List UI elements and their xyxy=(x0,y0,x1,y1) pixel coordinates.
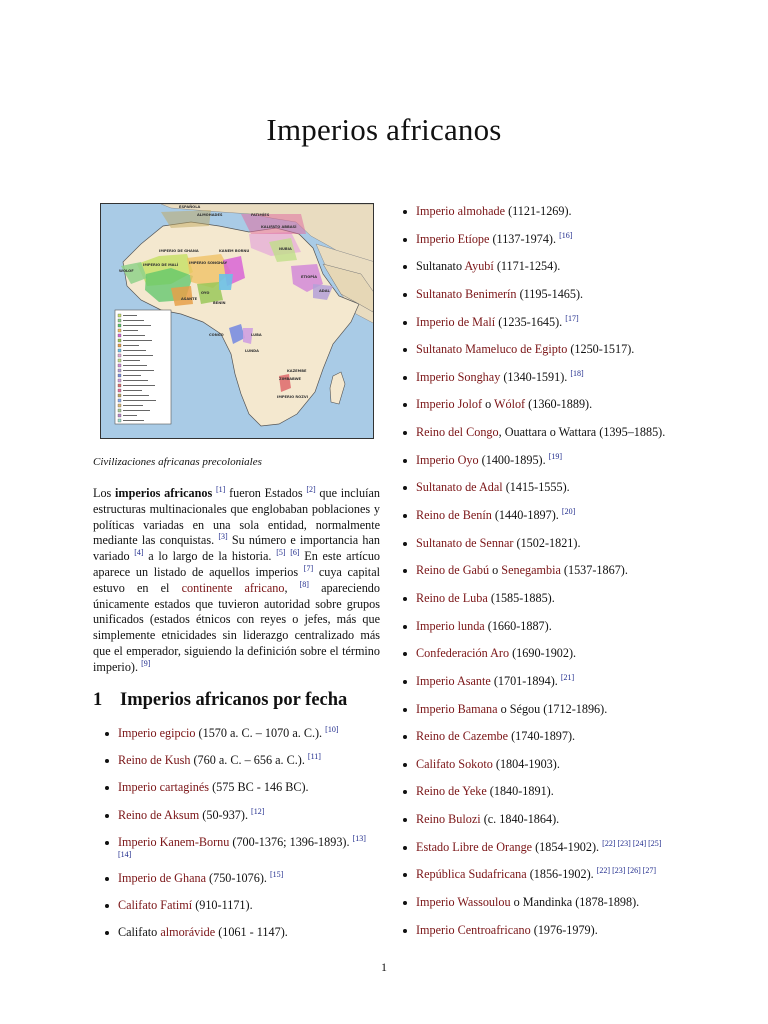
figure-caption: Civilizaciones africanas precoloniales xyxy=(93,456,262,468)
legend-swatch xyxy=(118,389,121,392)
legend-text-line xyxy=(123,415,137,416)
list-item xyxy=(118,898,380,913)
map-label: ALMOHADES xyxy=(197,213,223,217)
item-text: Califato xyxy=(118,925,161,940)
list-item xyxy=(416,563,696,578)
legend-swatch xyxy=(118,379,121,382)
legend-swatch xyxy=(118,324,121,327)
list-item xyxy=(118,726,380,741)
legend-swatch xyxy=(118,344,121,347)
empire-link[interactable]: Imperio Songhay xyxy=(416,369,501,384)
legend-swatch xyxy=(118,329,121,332)
ref-link[interactable]: [18] xyxy=(570,368,584,378)
map-label: WOLOF xyxy=(119,269,134,273)
item-text: (760 a. C. – 656 a. C.). xyxy=(190,753,308,768)
item-text: (1701-1894). xyxy=(490,673,561,688)
legend-text-line xyxy=(123,410,150,411)
item-text: (1061 - 1147). xyxy=(215,925,288,940)
item-text: (750-1076). xyxy=(206,870,270,885)
map-label: ADAL xyxy=(319,289,330,293)
continent-link[interactable]: continente africano xyxy=(181,580,285,595)
item-text: (700-1376; 1396-1893). xyxy=(229,834,353,849)
list-item xyxy=(416,812,696,827)
empire-link[interactable]: Wólof xyxy=(493,397,526,412)
item-text: o xyxy=(482,397,494,412)
map-label: LUNDA xyxy=(245,349,259,353)
ref-link[interactable]: [13] xyxy=(352,833,366,843)
item-text: (1740-1897). xyxy=(508,729,576,744)
list-item xyxy=(416,425,696,440)
ref-link[interactable]: [11] xyxy=(307,752,321,762)
item-text: (1585-1885). xyxy=(487,590,555,605)
ref-link[interactable]: [20] xyxy=(561,506,576,516)
ref-link[interactable]: [5] xyxy=(276,548,286,558)
empire-link[interactable]: Reino de Yeke xyxy=(416,784,487,799)
ref-link[interactable]: [2] xyxy=(306,484,316,494)
legend-text-line xyxy=(123,355,153,356)
empire-link[interactable]: Senegambia xyxy=(501,563,561,578)
map-label: CONGO xyxy=(209,333,224,337)
map-label: FATIMÍES xyxy=(251,213,270,217)
legend-swatch xyxy=(118,414,121,417)
list-item xyxy=(416,204,696,219)
item-text: (1440-1897). xyxy=(491,508,562,523)
map-label: IMPERIO DE GHANA xyxy=(159,249,199,253)
item-text: Sultanato xyxy=(416,259,465,274)
empire-link[interactable]: Sultanato Benimerín xyxy=(416,286,517,301)
empire-list-right xyxy=(416,204,696,950)
map-label: KALIFATO ABBASÍ xyxy=(261,225,297,229)
legend-swatch xyxy=(118,319,121,322)
legend-swatch xyxy=(118,409,121,412)
item-text: (1804-1903). xyxy=(492,756,560,771)
map-label: KANEM BORNU xyxy=(219,249,250,253)
page-number: 1 xyxy=(381,960,387,974)
item-text: (1690-1902). xyxy=(509,646,577,661)
list-item xyxy=(416,757,696,772)
ref-link[interactable]: [12] xyxy=(251,806,265,816)
legend-text-line xyxy=(123,345,139,346)
list-item xyxy=(118,780,380,795)
item-text: (c. 1840-1864). xyxy=(480,812,560,827)
page-title: Imperios africanos xyxy=(266,112,502,147)
item-text: (1400-1895). xyxy=(478,452,549,467)
legend-text-line xyxy=(123,325,151,326)
legend-text-line xyxy=(123,395,149,396)
item-text: (1570 a. C. – 1070 a. C.). xyxy=(195,726,326,740)
item-text: (1250-1517). xyxy=(567,342,635,357)
item-text: (1856-1902). xyxy=(526,867,597,882)
ref-link[interactable]: [17] xyxy=(565,313,579,323)
legend-swatch xyxy=(118,314,121,317)
legend-text-line xyxy=(123,420,144,421)
empire-link[interactable]: Reino de Benín xyxy=(416,508,492,523)
item-text: (575 BC - 146 BC). xyxy=(209,780,309,795)
list-item xyxy=(416,453,696,468)
list-item xyxy=(416,315,696,330)
item-text: (1340-1591). xyxy=(500,369,571,384)
list-item xyxy=(118,808,380,823)
item-text: (1121-1269). xyxy=(505,204,572,218)
legend-text-line xyxy=(123,335,145,336)
empire-link[interactable]: Imperio Kanem-Bornu xyxy=(118,834,230,849)
empire-link[interactable]: Califato Fatimí xyxy=(118,898,193,913)
item-text: (1502-1821). xyxy=(513,535,581,550)
legend-swatch xyxy=(118,394,121,397)
item-text: o xyxy=(489,563,502,578)
legend-swatch xyxy=(118,404,121,407)
map-label: ETIOPÍA xyxy=(301,275,318,279)
intro-paragraph: Los imperios africanos [1] fueron Estados [2] que incluían estructuras multinacionales que englobaban poblaciones y políticas variadas en una sola entidad, normalmente mediante las conquistas. [3] Su número e importancia han variado [4] a lo largo de la historia. [5] [6] En este artícuo aparece un listado de aquellos imperios [7] cuya capital estuvo en el continente africano, [8] apareciendo únicamente estados que tuvieron autoridad sobre grupos unificados (estados étnicos con reyes o jefes, más que simplemente etnicidades sin liderazgo centralizado más que el emperador, siguiendo la definición sobre el término imperio). [9] xyxy=(93,484,381,674)
legend-text-line xyxy=(123,375,141,376)
ref-link[interactable]: [8] xyxy=(299,579,309,589)
legend-text-line xyxy=(123,340,152,341)
empire-link[interactable]: almorávide xyxy=(160,925,216,940)
list-item xyxy=(416,895,696,910)
legend-swatch xyxy=(118,364,121,367)
empire-link[interactable]: Reino de Aksum xyxy=(118,807,200,822)
item-text: (1537-1867). xyxy=(560,563,628,578)
empire-link[interactable]: Imperio de Malí xyxy=(416,314,496,329)
list-item xyxy=(118,835,380,859)
legend-swatch xyxy=(118,339,121,342)
legend-swatch xyxy=(118,334,121,337)
empire-link[interactable]: Imperio Wassoulou xyxy=(416,895,511,910)
ref-link[interactable]: [19] xyxy=(548,451,563,461)
legend-swatch xyxy=(118,419,121,422)
map-label: ZIMBABWE xyxy=(279,377,302,381)
ref-link[interactable]: [10] xyxy=(325,724,339,734)
legend-text-line xyxy=(123,365,147,366)
empire-link[interactable]: Imperio Oyo xyxy=(416,452,479,467)
item-text: o Mandinka (1878-1898). xyxy=(510,895,640,910)
map-label: IMPERIO SONGHAY xyxy=(189,261,228,265)
item-text: (1415-1555). xyxy=(502,480,570,495)
empire-link[interactable]: Imperio almohade xyxy=(416,204,506,218)
item-text: (1840-1891). xyxy=(486,784,554,799)
empire-link[interactable]: Imperio Asante xyxy=(416,673,491,688)
empire-link[interactable]: Reino Bulozi xyxy=(416,812,481,827)
legend-swatch xyxy=(118,369,121,372)
list-item xyxy=(416,646,696,661)
list-item xyxy=(118,871,380,886)
empire-link[interactable]: Sultanato de Sennar xyxy=(416,535,514,550)
item-text: (1137-1974). xyxy=(489,231,560,246)
list-item xyxy=(416,619,696,634)
ref-link[interactable]: [22] [23] [26] [27] xyxy=(596,866,657,876)
list-item xyxy=(416,591,696,606)
empire-link[interactable]: Confederación Aro xyxy=(416,646,510,661)
map-label: NUBIA xyxy=(279,247,292,251)
section-title: Imperios africanos por fecha xyxy=(120,690,348,710)
legend-swatch xyxy=(118,399,121,402)
legend-swatch xyxy=(118,374,121,377)
legend-text-line xyxy=(123,315,137,316)
empire-link[interactable]: República Sudafricana xyxy=(416,867,527,882)
empire-link[interactable]: Sultanato de Adal xyxy=(416,480,503,495)
list-item xyxy=(416,536,696,551)
legend-text-line xyxy=(123,350,146,351)
list-item xyxy=(416,370,696,385)
map-label: BENÍN xyxy=(213,301,226,305)
empire-list-left xyxy=(118,726,380,953)
empire-link[interactable]: Imperio de Ghana xyxy=(118,870,206,885)
list-item xyxy=(416,867,696,882)
empire-link[interactable]: Reino del Congo xyxy=(416,425,499,440)
ref-link[interactable]: [22] [23] [24] [25] xyxy=(602,838,662,848)
ref-link[interactable]: [7] xyxy=(303,563,314,573)
list-item xyxy=(416,232,696,247)
empire-link[interactable]: Reino de Cazembe xyxy=(416,729,509,744)
bold-term: imperios africanos xyxy=(115,486,213,500)
list-item xyxy=(416,923,696,938)
ref-link[interactable]: [15] xyxy=(269,869,284,879)
empire-link[interactable]: Imperio cartaginés xyxy=(118,780,210,795)
list-item xyxy=(118,753,380,768)
empire-link[interactable]: Imperio Jolof xyxy=(416,397,483,412)
map-label: OYO xyxy=(201,291,210,295)
item-text: , Ouattara o Wattara (1395–1885). xyxy=(498,425,666,440)
empire-link[interactable]: Califato Sokoto xyxy=(416,756,493,771)
legend-swatch xyxy=(118,359,121,362)
legend-swatch xyxy=(118,349,121,352)
legend-text-line xyxy=(123,320,144,321)
legend-text-line xyxy=(123,370,154,371)
legend-text-line xyxy=(123,330,138,331)
empire-link[interactable]: Reino de Luba xyxy=(416,590,488,605)
list-item xyxy=(416,397,696,412)
item-text: (1195-1465). xyxy=(516,286,584,301)
legend-text-line xyxy=(123,385,155,386)
ref-link[interactable]: [9] xyxy=(141,658,151,668)
legend-text-line xyxy=(123,405,143,406)
map-label: KAZEMBE xyxy=(287,369,307,373)
legend-text-line xyxy=(123,390,142,391)
map-label: ASANTE xyxy=(181,297,198,301)
legend-text-line xyxy=(123,380,148,381)
map-label: ESPAÑOLA xyxy=(179,205,201,209)
item-text: (1976-1979). xyxy=(530,922,598,937)
item-text: (1360-1889). xyxy=(525,397,593,412)
legend-text-line xyxy=(123,400,156,401)
list-item xyxy=(118,925,380,940)
ref-link[interactable]: [14] xyxy=(118,849,132,859)
empire-link[interactable]: Imperio Centroafricano xyxy=(416,922,531,937)
item-text: (1235-1645). xyxy=(495,314,566,329)
ref-link[interactable]: [4] xyxy=(134,548,144,558)
africa-map-image xyxy=(101,204,374,439)
empire-link[interactable]: Sultanato Mameluco de Egipto xyxy=(416,342,568,357)
list-item xyxy=(416,287,696,302)
item-text: (910-1171). xyxy=(192,898,253,913)
empire-link[interactable]: Reino de Gabú xyxy=(416,563,490,578)
list-item xyxy=(416,259,696,274)
legend-swatch xyxy=(118,384,121,387)
empire-link[interactable]: Ayubí xyxy=(464,259,494,274)
map-label: LUBA xyxy=(251,333,262,337)
ref-link[interactable]: [1] xyxy=(216,484,226,494)
item-text: o Ségou (1712-1896). xyxy=(497,701,608,716)
africa-map-figure[interactable] xyxy=(100,203,374,439)
list-item xyxy=(416,729,696,744)
empire-link[interactable]: Imperio Bamana xyxy=(416,701,498,716)
empire-link[interactable]: Imperio lunda xyxy=(416,618,485,633)
item-text: (1660-1887). xyxy=(484,618,552,633)
legend-swatch xyxy=(118,354,121,357)
map-label: IMPERIO ROZVI xyxy=(277,395,308,399)
section-number: 1 xyxy=(93,690,103,710)
empire-link[interactable]: Imperio egipcio xyxy=(118,726,196,740)
ref-link[interactable]: [3] xyxy=(218,532,228,542)
ref-link[interactable]: [16] xyxy=(559,230,573,240)
item-text: (50-937). xyxy=(199,807,252,822)
empire-link[interactable]: Imperio Etíope xyxy=(416,231,490,246)
item-text: (1854-1902). xyxy=(532,839,603,854)
ref-link[interactable]: [21] xyxy=(560,672,575,682)
empire-link[interactable]: Reino de Kush xyxy=(118,753,191,768)
map-label: IMPERIO DE MALÍ xyxy=(143,263,179,267)
list-item xyxy=(416,784,696,799)
list-item xyxy=(416,342,696,357)
ref-link[interactable]: [6] xyxy=(290,548,300,558)
list-item xyxy=(416,702,696,717)
empire-link[interactable]: Estado Libre de Orange xyxy=(416,839,533,854)
item-text: (1171-1254). xyxy=(493,259,561,274)
list-item xyxy=(416,480,696,495)
section-heading xyxy=(93,690,383,711)
list-item xyxy=(416,508,696,523)
list-item xyxy=(416,840,696,855)
legend-text-line xyxy=(123,360,140,361)
list-item xyxy=(416,674,696,689)
